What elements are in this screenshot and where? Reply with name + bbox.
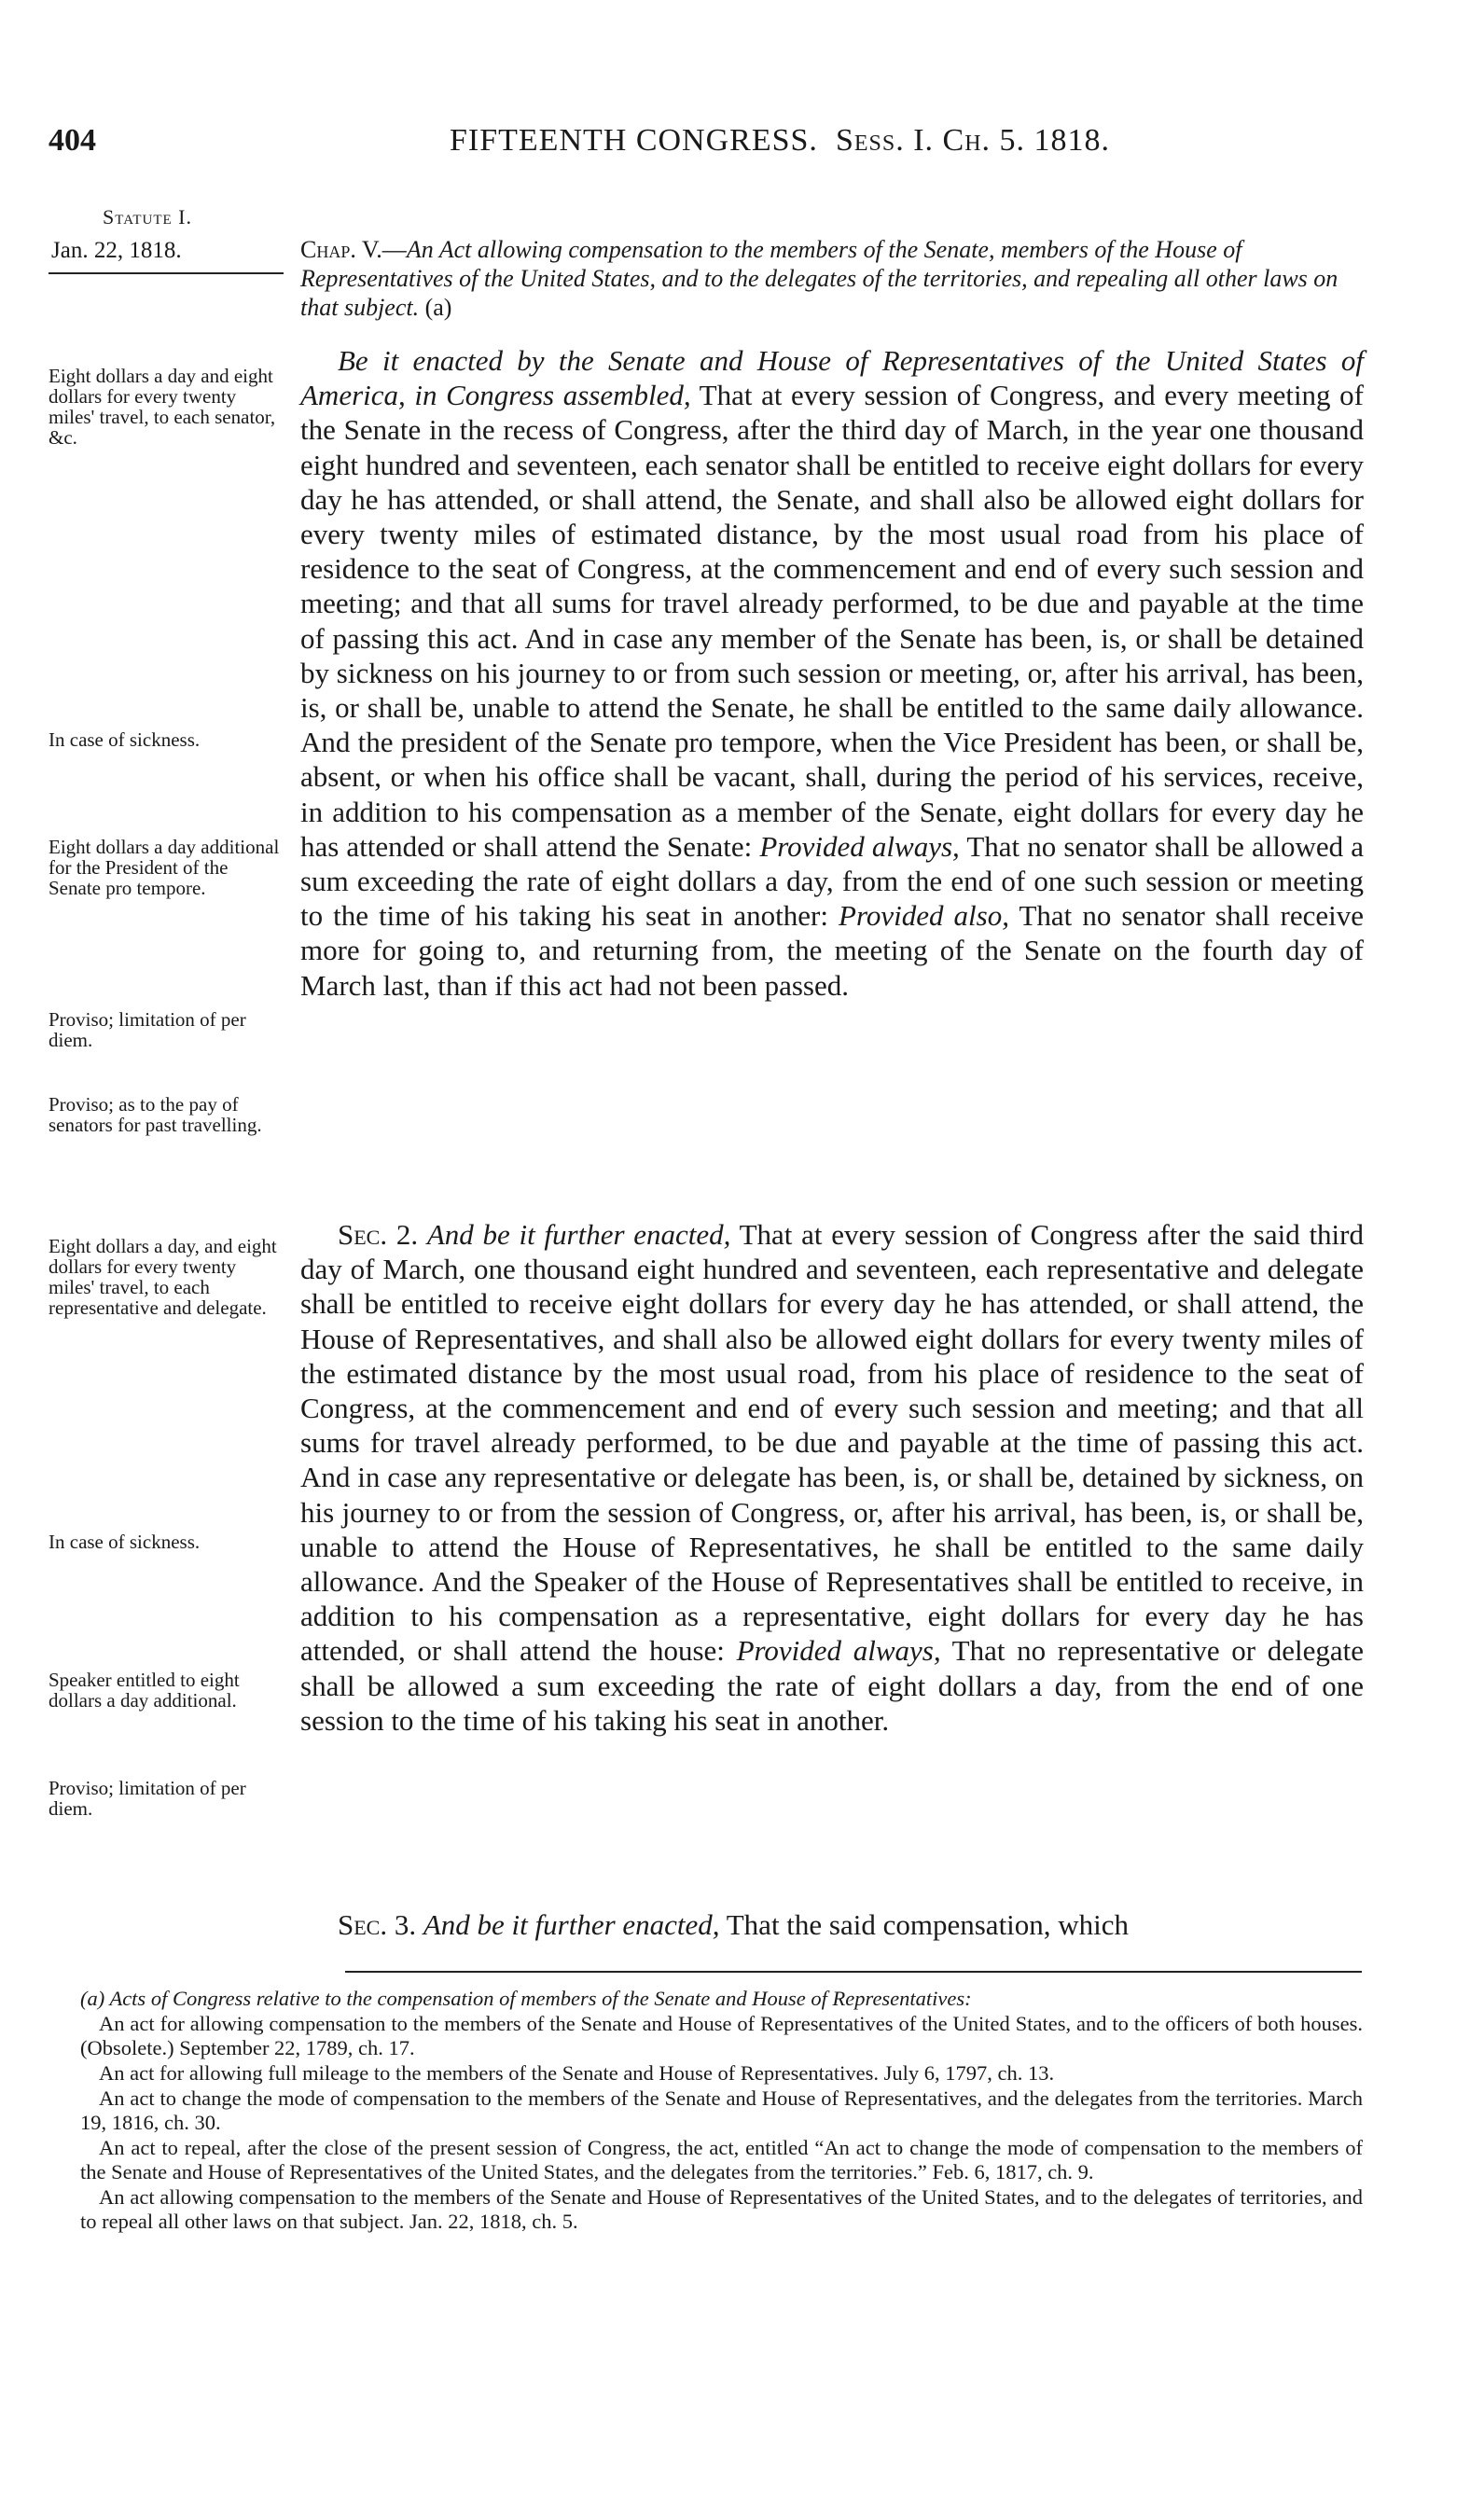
- footnotes: [80, 1987, 1363, 2235]
- proviso-label: Provided always,: [736, 1634, 941, 1668]
- section-label: Sec. 3.: [338, 1908, 417, 1941]
- page-header: [49, 123, 1373, 170]
- margin-note: In case of sickness.: [49, 728, 201, 751]
- chapter-note-ref: (a): [424, 294, 452, 321]
- footnote-heading: (a) Acts of Congress relative to the compensation of members of the Senate and House of Representatives:: [80, 1987, 972, 2010]
- proviso-label: Provided always,: [759, 829, 960, 863]
- footnote-item: An act for allowing compensation to the members of the Senate and House of Representatives of the United States, and to the officers of both houses. (Obsolete.) September 22, 1789, ch. 17.: [80, 2012, 1363, 2059]
- section-3: [300, 1907, 1364, 1942]
- chapter-title: An Act allowing compensation to the members of the Senate, members of the House of Representatives of the United States, and to the delegates of the territories, and repealing all other laws on that subject.: [300, 236, 1338, 321]
- margin-note: Eight dollars a day and eight dollars for every twenty miles' travel, to each senator, &c.: [49, 365, 276, 449]
- chapter-label: Chap. V.—: [300, 236, 407, 263]
- session-chapter: Sess. I. Ch. 5. 1818.: [835, 123, 1111, 158]
- date-rule: [49, 272, 284, 274]
- footnote-item: An act to repeal, after the close of the present session of Congress, the act, entitled “An act to change the mode of compensation to the members of the Senate and House of Representatives of the United States, and the delegates from the territories.” Feb. 6, 1817, ch. 9.: [80, 2136, 1363, 2183]
- margin-note: Speaker entitled to eight dollars a day additional.: [49, 1669, 240, 1712]
- section-label: Sec. 2.: [338, 1218, 419, 1251]
- running-head: [450, 123, 1110, 159]
- section-1-proviso-text: That no senator shall be allowed a sum exceeding the rate of eight dollars a day, from the end of one such session or meeting to the time of his taking his seat in another:: [300, 829, 1364, 933]
- margin-note: Proviso; limitation of per diem.: [49, 1777, 246, 1820]
- enacting-clause: Be it enacted by the Senate and House of Representatives of the United States of America, in Congress assembled,: [300, 344, 1364, 412]
- section-2: [300, 1217, 1364, 1738]
- statute-label: Statute I.: [103, 205, 193, 229]
- section-2-proviso-text: That no representative or delegate shall be allowed a sum exceeding the rate of eight dollars a day, from the end of one session to the time of his taking his seat in another.: [300, 1634, 1364, 1737]
- proviso-label: Provided also,: [839, 899, 1009, 933]
- margin-note: Proviso; limitation of per diem.: [49, 1008, 246, 1051]
- margin-note: Eight dollars a day, and eight dollars for every twenty miles' travel, to each representative and delegate.: [49, 1235, 277, 1319]
- footnote-item: An act for allowing full mileage to the members of the Senate and House of Representatives. July 6, 1797, ch. 13.: [99, 2061, 1055, 2085]
- footnote-item: An act to change the mode of compensation to the members of the Senate and House of Representatives, and the delegates from the territories. March 19, 1816, ch. 30.: [80, 2086, 1363, 2134]
- margin-note: In case of sickness.: [49, 1531, 201, 1553]
- section-1-text: That at every session of Congress, and every meeting of the Senate in the recess of Congress, after the third day of March, in the year one thousand eight hundred and seventeen, each senator shall be entitled to receive eight dollars for every day he has attended, or shall attend, the Senate, and shall also be allowed eight dollars for every twenty miles of estimated distance, by the most usual road from his place of residence to the seat of Congress, at the commencement and end of every such session and meeting; and that all sums for travel already performed, to be due and payable at the time of passing this act. And in case any member of the Senate has been, is, or shall be detained by sickness on his journey to or from such session or meeting, or, after his arrival, has been, is, or shall be, unable to attend the Senate, he shall be entitled to the same daily allowance. And the president of the Senate pro tempore, when the Vice President has been, or shall be, absent, or when his office shall be vacant, shall, during the period of his services, receive, in addition to his compensation as a member of the Senate, eight dollars for every day he has attended or shall attend the Senate:: [300, 379, 1364, 863]
- section-1: [300, 343, 1364, 1003]
- section-2-text: That at every session of Congress after the said third day of March, one thousand eight hundred and seventeen, each representative and delegate shall be entitled to receive eight dollars for every day he has attended, or shall attend, the House of Representatives, and shall also be allowed eight dollars for every twenty miles of the estimated distance by the most usual road, from his place of residence to the seat of Congress, at the commencement and end of every such session and meeting; and that all sums for travel already performed, to be due and payable at the time of passing this act. And in case any representative or delegate has been, is, or shall be, detained by sickness, on his journey to or from the session of Congress, or, after his arrival, has been, is, or shall be, unable to attend the House of Representatives, he shall be entitled to the same daily allowance. And the Speaker of the House of Representatives shall be entitled to receive, in addition to his compensation as a representative, eight dollars for every day he has attended, or shall attend the house:: [300, 1218, 1364, 1668]
- section-3-text: That the said compensation, which: [726, 1908, 1130, 1941]
- enacting-clause: And be it further enacted,: [423, 1908, 720, 1941]
- page-number: 404: [49, 123, 96, 158]
- footnote-item: An act allowing compensation to the members of the Senate and House of Representatives of the United States, and to the delegates of territories, and to repeal all other laws on that subject. Jan. 22, 1818, ch. 5.: [80, 2185, 1363, 2233]
- section-1-proviso-text: That no senator shall receive more for going to, and returning from, the meeting of the Senate on the fourth day of March last, than if this act had not been passed.: [300, 899, 1364, 1002]
- enacting-clause: And be it further enacted,: [426, 1218, 731, 1251]
- enactment-date: Jan. 22, 1818.: [51, 238, 182, 263]
- footnote-rule: [345, 1971, 1362, 1973]
- congress-title: FIFTEENTH CONGRESS.: [450, 123, 818, 158]
- chapter-heading: [300, 235, 1359, 322]
- margin-note: Proviso; as to the pay of senators for past travelling.: [49, 1093, 262, 1136]
- margin-note: Eight dollars a day additional for the President of the Senate pro tempore.: [49, 836, 280, 899]
